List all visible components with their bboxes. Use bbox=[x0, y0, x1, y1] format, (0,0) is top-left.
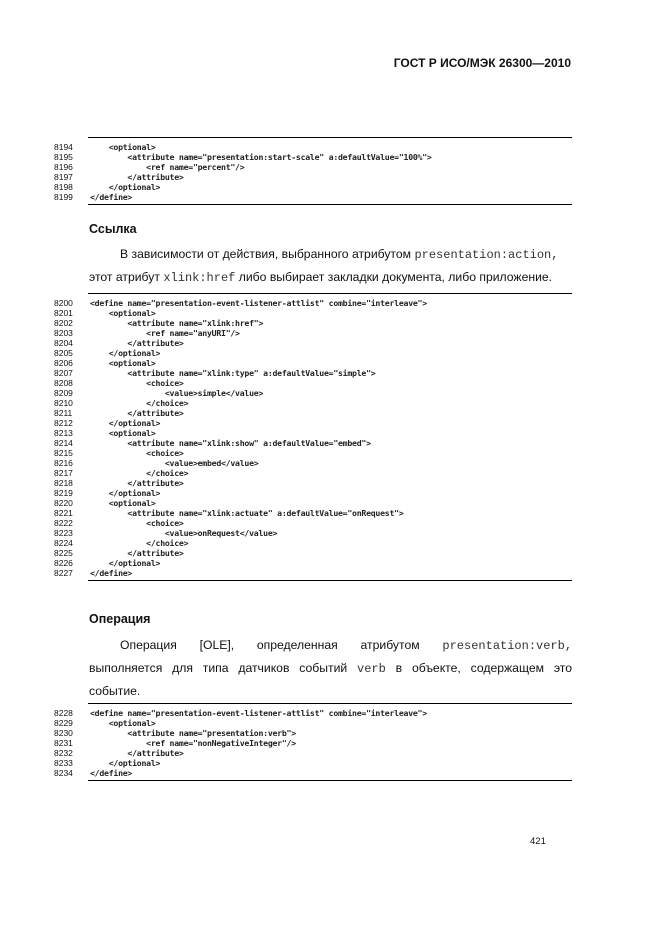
text-run: Операция bbox=[120, 638, 177, 652]
code-text: <optional> bbox=[90, 308, 156, 318]
code-line bbox=[54, 478, 572, 488]
code-line bbox=[54, 368, 572, 378]
code-line bbox=[54, 428, 572, 438]
code-line bbox=[54, 748, 572, 758]
line-number: 8211 bbox=[54, 408, 73, 418]
line-number: 8215 bbox=[54, 448, 73, 458]
line-number: 8227 bbox=[54, 568, 73, 578]
line-number: 8214 bbox=[54, 438, 73, 448]
code-text: </choice> bbox=[90, 538, 189, 548]
code-text: <attribute name="xlink:type" a:defaultValue="simple"> bbox=[90, 368, 376, 378]
code-text: <ref name="anyURI"/> bbox=[90, 328, 240, 338]
line-number: 8223 bbox=[54, 528, 73, 538]
code-text: </define> bbox=[90, 192, 133, 202]
line-number: 8202 bbox=[54, 318, 73, 328]
code-text: </optional> bbox=[90, 758, 161, 768]
line-number: 8221 bbox=[54, 508, 73, 518]
code-listing-event-listener-verb bbox=[54, 703, 572, 781]
code-line bbox=[54, 738, 572, 748]
code-text: <attribute name="xlink:href"> bbox=[90, 318, 264, 328]
code-line bbox=[54, 438, 572, 448]
code-listing-event-listener-href bbox=[54, 293, 572, 581]
line-number: 8210 bbox=[54, 398, 73, 408]
code-text: <value>onRequest</value> bbox=[90, 528, 278, 538]
line-number: 8232 bbox=[54, 748, 73, 758]
code-text: <ref name="nonNegativeInteger"/> bbox=[90, 738, 296, 748]
paragraph-line bbox=[89, 657, 572, 680]
line-number: 8219 bbox=[54, 488, 73, 498]
code-text: </define> bbox=[90, 568, 133, 578]
code-line bbox=[54, 518, 572, 528]
text-run: атрибутом bbox=[360, 638, 420, 652]
code-line bbox=[54, 318, 572, 328]
code-line bbox=[54, 538, 572, 548]
line-number: 8222 bbox=[54, 518, 73, 528]
code-text: </attribute> bbox=[90, 748, 184, 758]
line-number: 8220 bbox=[54, 498, 73, 508]
code-text: <optional> bbox=[90, 498, 156, 508]
code-line bbox=[54, 448, 572, 458]
line-number: 8217 bbox=[54, 468, 73, 478]
paragraph-line bbox=[89, 266, 572, 289]
line-number: 8218 bbox=[54, 478, 73, 488]
line-number: 8207 bbox=[54, 368, 73, 378]
code-text: <optional> bbox=[90, 142, 156, 152]
line-number: 8229 bbox=[54, 718, 73, 728]
code-line bbox=[54, 142, 572, 152]
line-number: 8194 bbox=[54, 142, 73, 152]
code-text: <ref name="percent"/> bbox=[90, 162, 245, 172]
line-number: 8197 bbox=[54, 172, 73, 182]
code-text: <attribute name="presentation:start-scale" a:defaultValue="100%"> bbox=[90, 152, 432, 162]
text-run: выполняется для типа датчиков событий bbox=[89, 661, 348, 675]
code-text: </optional> bbox=[90, 488, 161, 498]
code-line bbox=[54, 408, 572, 418]
text-run: этот атрибут bbox=[89, 270, 160, 284]
line-number: 8228 bbox=[54, 708, 73, 718]
line-number: 8230 bbox=[54, 728, 73, 738]
code-line bbox=[54, 388, 572, 398]
text-run: в объекте, содержащем это bbox=[395, 661, 572, 675]
line-number: 8198 bbox=[54, 182, 73, 192]
line-number: 8209 bbox=[54, 388, 73, 398]
code-term-verb: verb bbox=[357, 662, 386, 676]
code-line bbox=[54, 398, 572, 408]
code-text: </choice> bbox=[90, 398, 189, 408]
code-term-presentation-verb: presentation:verb, bbox=[442, 639, 573, 653]
code-line bbox=[54, 468, 572, 478]
line-number: 8205 bbox=[54, 348, 73, 358]
code-line bbox=[54, 152, 572, 162]
code-listing-start-scale bbox=[54, 137, 572, 205]
code-text: </optional> bbox=[90, 558, 161, 568]
code-line bbox=[54, 358, 572, 368]
line-number: 8224 bbox=[54, 538, 73, 548]
section-heading-link: Ссылка bbox=[89, 222, 137, 236]
line-number: 8234 bbox=[54, 768, 73, 778]
code-line bbox=[54, 498, 572, 508]
code-line bbox=[54, 298, 572, 308]
code-line bbox=[54, 508, 572, 518]
code-line bbox=[54, 162, 572, 172]
code-line bbox=[54, 568, 572, 578]
code-text: </choice> bbox=[90, 468, 189, 478]
code-text: </optional> bbox=[90, 418, 161, 428]
text-run: В зависимости от действия, выбранного атрибутом bbox=[120, 247, 412, 261]
code-line bbox=[54, 308, 572, 318]
line-number: 8203 bbox=[54, 328, 73, 338]
paragraph-line bbox=[89, 243, 572, 266]
text-run: либо выбирает закладки документа, либо приложение. bbox=[238, 270, 553, 284]
paragraph-link bbox=[89, 243, 572, 289]
line-number: 8231 bbox=[54, 738, 73, 748]
line-number: 8225 bbox=[54, 548, 73, 558]
text-run: [OLE], bbox=[199, 638, 235, 652]
code-line bbox=[54, 548, 572, 558]
section-heading-operation: Операция bbox=[89, 612, 151, 626]
code-text: <value>simple</value> bbox=[90, 388, 264, 398]
code-text: <choice> bbox=[90, 448, 184, 458]
code-line bbox=[54, 192, 572, 202]
line-number: 8233 bbox=[54, 758, 73, 768]
code-line bbox=[54, 182, 572, 192]
code-text: <define name="presentation-event-listener-attlist" combine="interleave"> bbox=[90, 298, 427, 308]
code-text: </attribute> bbox=[90, 172, 184, 182]
code-line bbox=[54, 718, 572, 728]
line-number: 8206 bbox=[54, 358, 73, 368]
code-text: <define name="presentation-event-listener-attlist" combine="interleave"> bbox=[90, 708, 427, 718]
line-number: 8226 bbox=[54, 558, 73, 568]
code-line bbox=[54, 378, 572, 388]
code-line bbox=[54, 758, 572, 768]
code-text: </define> bbox=[90, 768, 133, 778]
paragraph-line: событие. bbox=[89, 684, 141, 698]
code-line bbox=[54, 418, 572, 428]
line-number: 8201 bbox=[54, 308, 73, 318]
line-number: 8216 bbox=[54, 458, 73, 468]
code-term-xlink-href: xlink:href bbox=[163, 271, 236, 285]
code-line bbox=[54, 172, 572, 182]
line-number: 8208 bbox=[54, 378, 73, 388]
code-line bbox=[54, 488, 572, 498]
code-text: <optional> bbox=[90, 428, 156, 438]
code-text: <attribute name="presentation:verb"> bbox=[90, 728, 296, 738]
code-text: </attribute> bbox=[90, 548, 184, 558]
line-number: 8199 bbox=[54, 192, 73, 202]
paragraph-line bbox=[89, 634, 572, 657]
document-header: ГОСТ Р ИСО/МЭК 26300—2010 bbox=[393, 56, 571, 70]
line-number: 8195 bbox=[54, 152, 73, 162]
code-text: <attribute name="xlink:show" a:defaultValue="embed"> bbox=[90, 438, 371, 448]
code-text: </optional> bbox=[90, 348, 161, 358]
code-text: </attribute> bbox=[90, 408, 184, 418]
code-text: <choice> bbox=[90, 378, 184, 388]
line-number: 8196 bbox=[54, 162, 73, 172]
code-text: <optional> bbox=[90, 358, 156, 368]
line-number: 8212 bbox=[54, 418, 73, 428]
code-text: <value>embed</value> bbox=[90, 458, 259, 468]
code-text: </attribute> bbox=[90, 478, 184, 488]
code-line bbox=[54, 338, 572, 348]
code-line bbox=[54, 328, 572, 338]
code-line bbox=[54, 458, 572, 468]
line-number: 8213 bbox=[54, 428, 73, 438]
code-term-presentation-action: presentation:action, bbox=[414, 248, 559, 262]
line-number: 8204 bbox=[54, 338, 73, 348]
code-text: <attribute name="xlink:actuate" a:defaultValue="onRequest"> bbox=[90, 508, 404, 518]
code-text: </optional> bbox=[90, 182, 161, 192]
code-text: <choice> bbox=[90, 518, 184, 528]
code-line bbox=[54, 558, 572, 568]
code-text: <optional> bbox=[90, 718, 156, 728]
text-run: определенная bbox=[256, 638, 338, 652]
code-text: </attribute> bbox=[90, 338, 184, 348]
line-number: 8200 bbox=[54, 298, 73, 308]
code-line bbox=[54, 528, 572, 538]
paragraph-operation bbox=[89, 634, 572, 702]
page-number: 421 bbox=[530, 836, 546, 847]
code-line bbox=[54, 708, 572, 718]
code-line bbox=[54, 348, 572, 358]
code-line bbox=[54, 728, 572, 738]
code-line bbox=[54, 768, 572, 778]
